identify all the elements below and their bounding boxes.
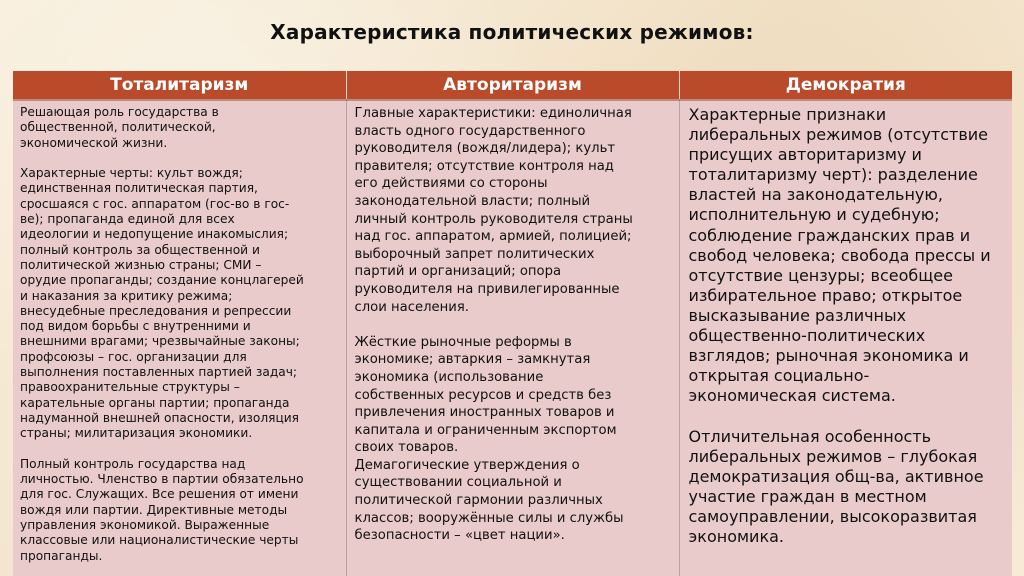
comparison-table [13, 71, 1012, 576]
cell-totalitarianism [13, 99, 346, 576]
table-header-row [13, 71, 1012, 99]
cell-authoritarianism [346, 99, 679, 576]
header-totalitarianism: Тоталитаризм [13, 71, 346, 99]
header-authoritarianism: Авторитаризм [346, 71, 679, 99]
table-body-row [13, 99, 1012, 576]
authoritarianism-text: Главные характеристики: единоличная власть одного государственного руководителя (вождя/лидера); культ правителя; отсутствие контроля над его действиями со стороны законодательной власти; полный личный контроль руководителя страны над гос. аппаратом, армией, полицией; выборочный запрет политических партий и организаций; опора руководителя на привилегированные слои населения. Жёсткие рыночные реформы в экономике; автаркия – замкнутая экономика (использование собственных ресурсов и средств без привлечения иностранных товаров и капитала и ограниченным экспортом своих товаров. Демагогические утверждения о существовании социальной и политической гармонии различных классов; вооружённые силы и службы безопасности – «цвет нации». [354, 106, 633, 544]
cell-democracy [679, 99, 1012, 576]
democracy-text: Характерные признаки либеральных режимов (отсутствие присущих авторитаризму и тоталитаризму черт): разделение властей на законодательную, исполнительную и судебную; соблюдение гражданских прав и свобод человека; свобода прессы и отсутствие цензуры; всеобщее избирательное право; открытое высказывание различных общественно-политических взглядов; рыночная экономика и открытая социально- экономическая система. Отличительная особенность либеральных режимов – глубокая демократизация общ-ва, активное участие граждан в местном самоуправлении, высокоразвитая экономика. [688, 105, 991, 546]
comparison-table-wrap [13, 71, 1012, 576]
totalitarianism-text: Решающая роль государства в общественной, политической, экономической жизни. Характерные черты: культ вождя; единственная политическая партия, сросшаяся с гос. аппаратом (гос-во в гос- ве); пропаганда единой для всех идеологии и недопущение инакомыслия; полный контроль за общественной и политической жизнью страны; СМИ – орудие пропаганды; создание концлагерей и наказания за критику режима; внесудебные преследования и репрессии под видом борьбы с внутренними и внешними врагами; чрезвычайные законы; профсоюзы – гос. организации для выполнения поставленных партией задач; правоохранительные структуры – карательные органы партии; пропаганда надуманной внешней опасности, изоляция страны; милитаризация экономики. Полный контроль государства над личностью. Членство в партии обязательно для гос. Служащих. Все решения от имени вождя или партии. Директивные методы управления экономикой. Выраженные классовые или националистические черты пропаганды. [20, 105, 304, 563]
slide-title: Характеристика политических режимов: [270, 20, 754, 44]
header-democracy: Демократия [679, 71, 1012, 99]
